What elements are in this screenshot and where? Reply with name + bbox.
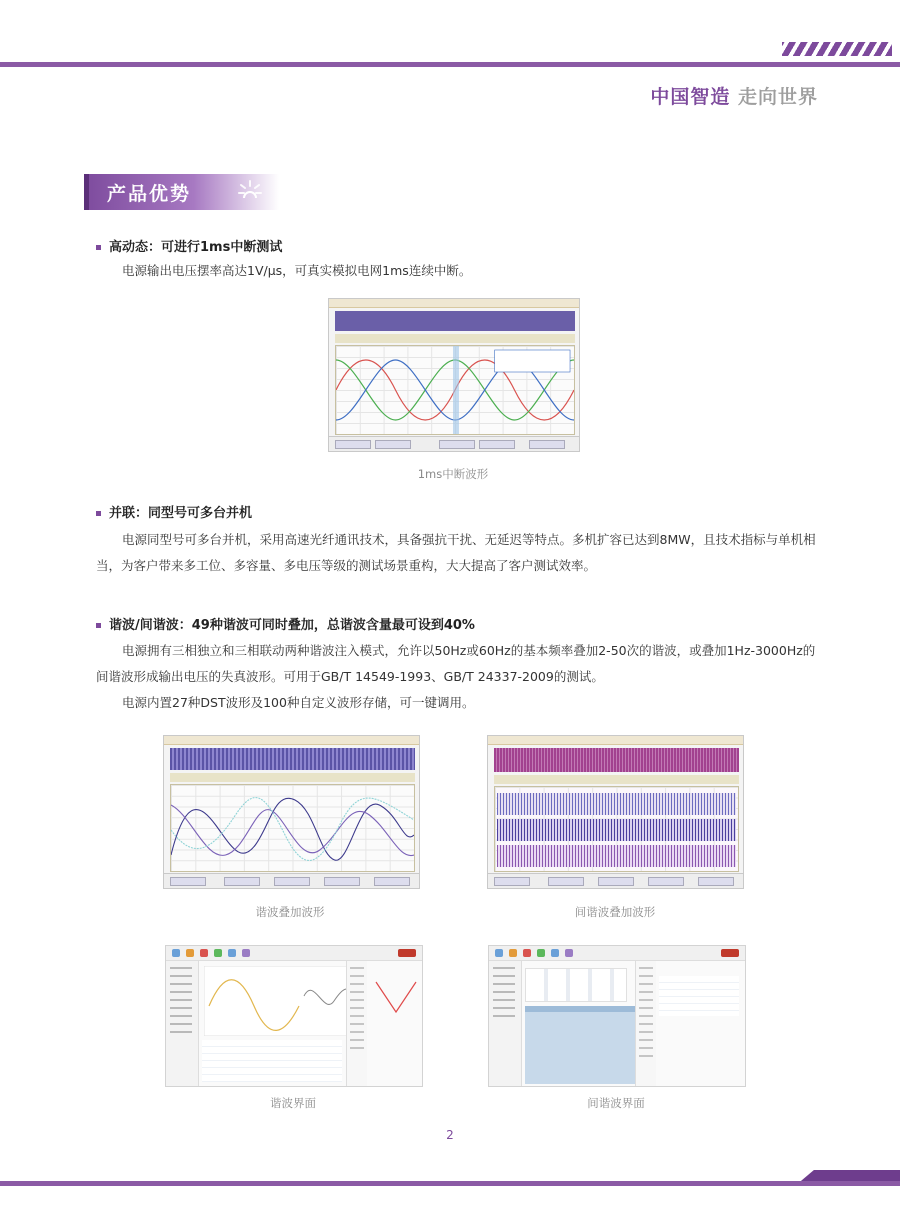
header-stripes <box>782 42 892 56</box>
footer-band <box>0 1181 900 1186</box>
bullet-icon <box>96 245 101 250</box>
caption-fig4: 谐波界面 <box>270 1096 316 1110</box>
slogan-rest: 走向世界 <box>737 86 818 108</box>
oscilloscope-interharmonic-image <box>487 735 744 889</box>
paragraph-parallel: 电源同型号可多台并机，采用高速光纤通讯技术，具备强抗干扰、无延迟等特点。多机扩容已达到8MW，且技术指标与单机相当，为客户带来多工位、多容量、多电压等级的测试场景重构，大大提高了客户测试效率。 <box>96 532 816 573</box>
paragraph-harmonics: 电源拥有三相独立和三相联动两种谐波注入模式，允许以50Hz或60Hz的基本频率叠加2-50次的谐波，或叠加1Hz-3000Hz的间谐波形成输出电压的失真波形。可用于GB/T 14549-1993、GB/T 24337-2009的测试。 电源内置27种DST波形及100种自定义波形存储，可一键调用。 <box>96 643 816 710</box>
caption-fig5: 间谐波界面 <box>587 1096 645 1110</box>
slogan-highlight: 中国智造 <box>650 86 731 108</box>
heading-harmonics: 谐波/间谐波：49种谐波可同时叠加，总谐波含量最可设到40% <box>96 614 475 633</box>
caption-fig1: 1ms中断波形 <box>417 467 489 481</box>
bullet-icon <box>96 623 101 628</box>
slogan <box>650 82 818 109</box>
interharmonic-software-ui-image <box>488 945 746 1087</box>
heading-high-dynamic: 高动态：可进行1ms中断测试 <box>96 236 282 255</box>
oscilloscope-harmonic-image <box>163 735 420 889</box>
paragraph-high-dynamic: 电源输出电压摆率高达1V/μs，可真实模拟电网1ms连续中断。 <box>122 263 472 278</box>
caption-fig3: 间谐波叠加波形 <box>574 905 656 919</box>
harmonic-software-ui-image <box>165 945 423 1087</box>
scope-waveform-grid <box>494 786 739 872</box>
heading-parallel: 并联：同型号可多台并机 <box>96 502 252 521</box>
section-title: 产品优势 <box>107 183 192 205</box>
scope-waveform-grid <box>170 784 415 872</box>
header-band <box>0 62 900 67</box>
page-number: 2 <box>446 1128 454 1142</box>
scope-overview-strip <box>335 311 575 331</box>
scope-waveform-grid <box>335 345 575 435</box>
section-title-banner <box>84 174 279 210</box>
oscilloscope-1ms-interrupt-image <box>328 298 580 452</box>
sun-icon <box>237 178 263 204</box>
caption-fig2: 谐波叠加波形 <box>255 905 325 919</box>
bullet-icon <box>96 511 101 516</box>
